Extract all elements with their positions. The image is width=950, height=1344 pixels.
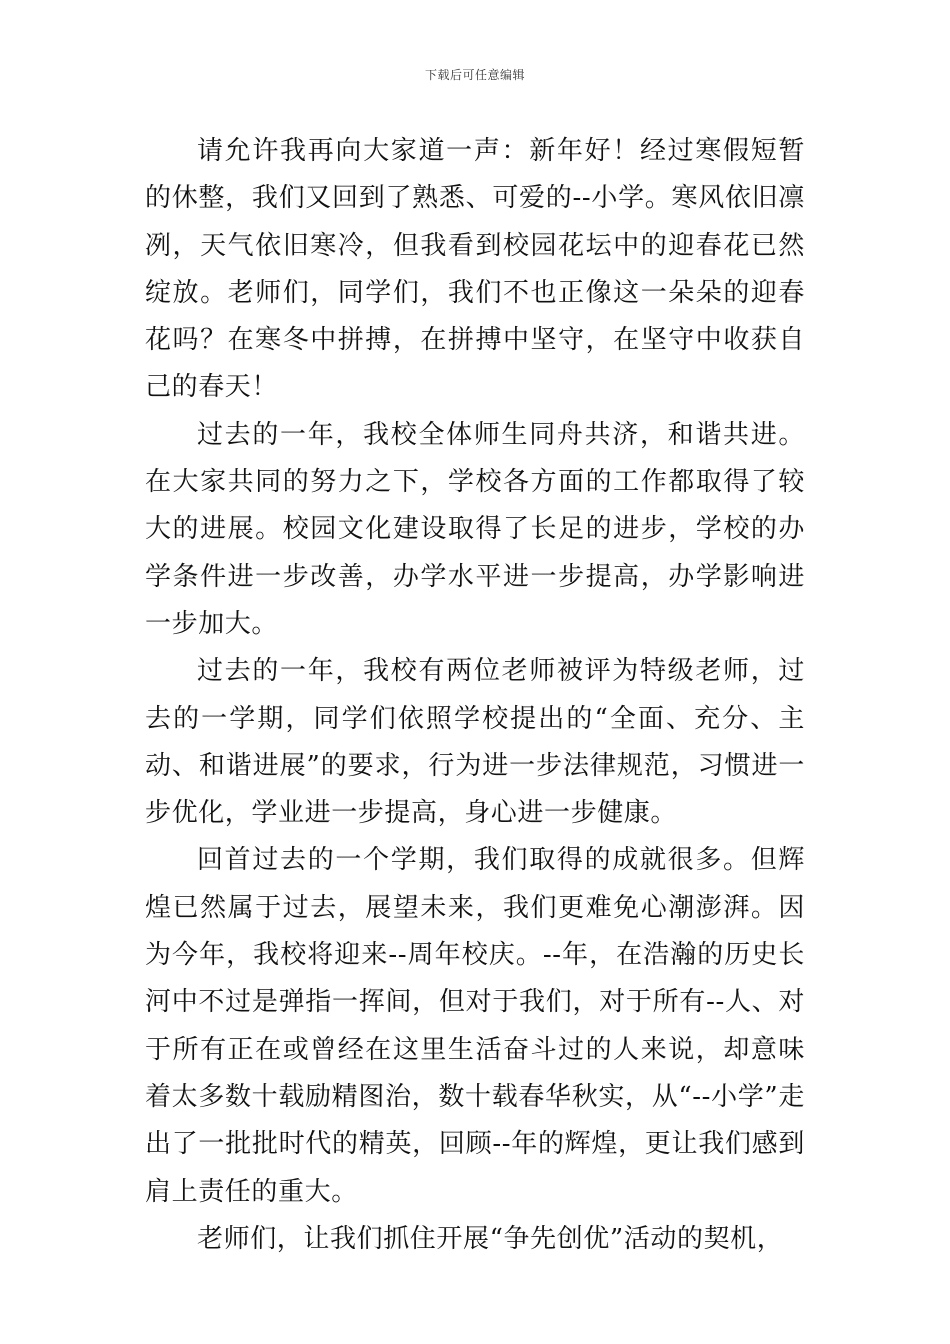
paragraph-4: 回首过去的一个学期，我们取得的成就很多。但辉煌已然属于过去，展望未来，我们更难免心潮澎湃。因为今年，我校将迎来--周年校庆。--年，在浩瀚的历史长河中不过是弹指一挥间，但对于我们，对于所有--人、对于所有正在或曾经在这里生活奋斗过的人来说，却意味着太多数十载励精图治，数十载春华秋实，从“--小学”走出了一批批时代的精英，回顾--年的辉煌，更让我们感到肩上责任的重大。 <box>145 845 805 1207</box>
paragraph-3: 过去的一年，我校有两位老师被评为特级老师，过去的一学期，同学们依照学校提出的“全面、充分、主动、和谐进展”的要求，行为进一步法律规范，习惯进一步优化，学业进一步提高，身心进一步健康。 <box>145 656 805 829</box>
document-body <box>145 128 805 1263</box>
paragraph-5: 老师们，让我们抓住开展“争先创优”活动的契机， <box>197 1223 784 1254</box>
paragraph-1: 请允许我再向大家道一声：新年好！经过寒假短暂的休整，我们又回到了熟悉、可爱的--小学。寒风依旧凛冽，天气依旧寒冷，但我看到校园花坛中的迎春花已然绽放。老师们，同学们，我们不也正像这一朵朵的迎春花吗？在寒冬中拼搏，在拼搏中坚守，在坚守中收获自己的春天！ <box>145 136 805 403</box>
page-header: 下载后可任意编辑 <box>424 68 525 82</box>
paragraph-2: 过去的一年，我校全体师生同舟共济，和谐共进。在大家共同的努力之下，学校各方面的工作都取得了较大的进展。校园文化建设取得了长足的进步，学校的办学条件进一步改善，办学水平进一步提高，办学影响进一步加大。 <box>145 419 805 639</box>
